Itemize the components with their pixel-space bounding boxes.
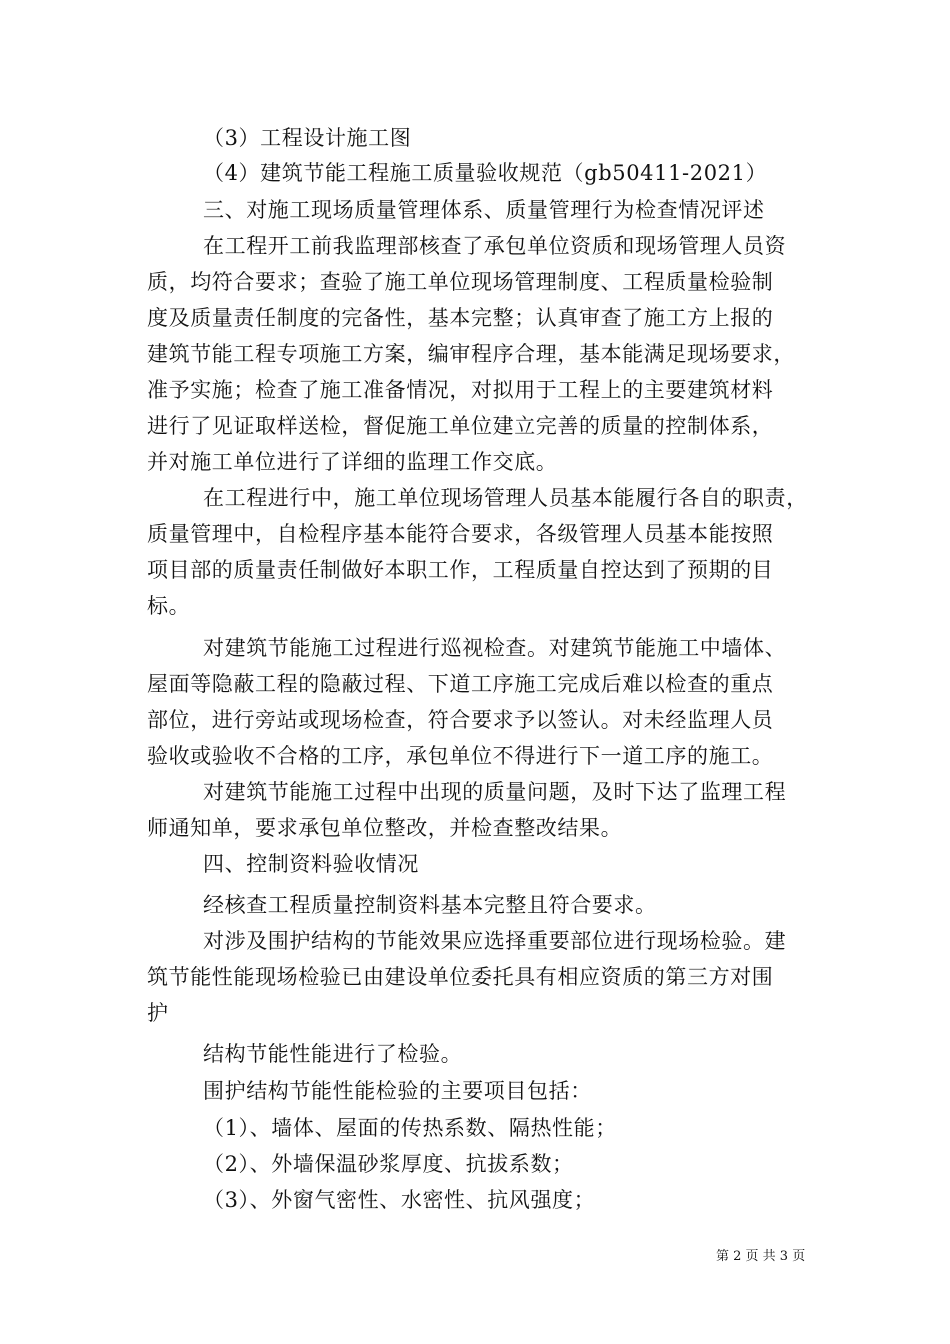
text-line: 结构节能性能进行了检验。 [203,1042,463,1066]
text-line: 经核查工程质量控制资料基本完整且符合要求。 [203,893,657,917]
text-line: 进行了见证取样送检，督促施工单位建立完善的质量的控制体系， [147,414,774,438]
list-item: （1）、墙体、屋面的传热系数、隔热性能； [203,1116,617,1140]
list-item: （2）、外墙保温砂浆厚度、抗拔系数； [203,1152,574,1176]
list-item: （3）、外窗气密性、水密性、抗风强度； [203,1188,596,1212]
text-line: 标。 [147,594,191,618]
text-line: 筑节能性能现场检验已由建设单位委托具有相应资质的第三方对围 [147,965,774,989]
text-line: （4）建筑节能工程施工质量验收规范（gb50411-2021） [203,161,768,185]
text-line: 围护结构节能性能检验的主要项目包括： [203,1079,592,1103]
text-line: 验收或验收不合格的工序，承包单位不得进行下一道工序的施工。 [147,744,774,768]
text-line: 在工程进行中，施工单位现场管理人员基本能履行各自的职责， [203,486,808,510]
text-line: 对建筑节能施工过程进行巡视检查。对建筑节能施工中墙体、 [203,636,787,660]
page-number: 第 2 页 共 3 页 [716,1249,806,1264]
text-line: 部位，进行旁站或现场检查，符合要求予以签认。对未经监理人员 [147,708,774,732]
text-line: 并对施工单位进行了详细的监理工作交底。 [147,450,558,474]
text-line: 对建筑节能施工过程中出现的质量问题，及时下达了监理工程 [203,780,787,804]
section-heading: 四、控制资料验收情况 [203,852,419,876]
text-line: 项目部的质量责任制做好本职工作，工程质量自控达到了预期的目 [147,558,774,582]
text-line: 质，均符合要求；查验了施工单位现场管理制度、工程质量检验制 [147,270,774,294]
text-line: 师通知单，要求承包单位整改，并检查整改结果。 [147,816,623,840]
text-line: 准予实施；检查了施工准备情况，对拟用于工程上的主要建筑材料 [147,378,774,402]
text-line: 质量管理中，自检程序基本能符合要求，各级管理人员基本能按照 [147,522,774,546]
section-heading: 三、对施工现场质量管理体系、质量管理行为检查情况评述 [203,198,765,222]
text-line: 建筑节能工程专项施工方案，编审程序合理，基本能满足现场要求， [147,342,795,366]
text-line: 屋面等隐蔽工程的隐蔽过程、下道工序施工完成后难以检查的重点 [147,672,774,696]
text-line: 护 [147,1001,169,1025]
text-line: 度及质量责任制度的完备性，基本完整；认真审查了施工方上报的 [147,306,774,330]
text-line: 在工程开工前我监理部核查了承包单位资质和现场管理人员资 [203,234,787,258]
text-line: 对涉及围护结构的节能效果应选择重要部位进行现场检验。建 [203,929,787,953]
text-line: （3）工程设计施工图 [203,126,412,150]
